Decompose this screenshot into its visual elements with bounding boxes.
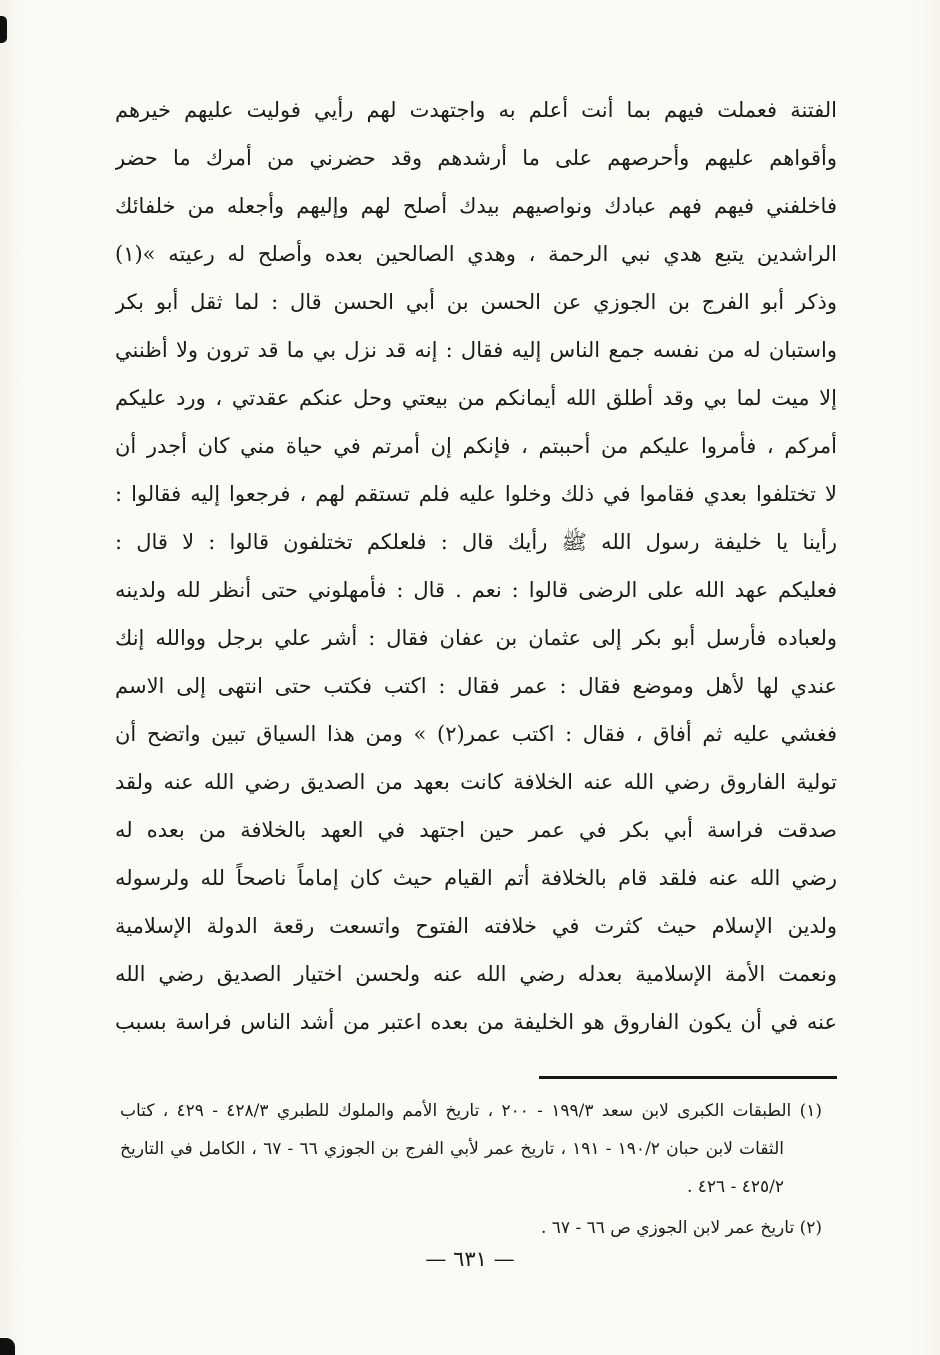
text-line: الراشدين يتبع هدي نبي الرحمة ، وهدي الصالحين بعده وأصلح له رعيته »(١): [115, 242, 837, 266]
text-line: أمركم ، فأمروا عليكم من أحببتم ، فإنكم إن أمرتم في حياة مني كان أجدر أن: [115, 434, 837, 458]
main-text-block: [115, 86, 837, 1046]
page-number: — ٦٣١ —: [425, 1247, 515, 1271]
text-line: واستبان له من نفسه جمع الناس إليه فقال : إنه قد نزل بي ما قد ترون ولا أظنني: [115, 338, 837, 362]
text-line: عنه في أن يكون الفاروق هو الخليفة من بعده اعتبر من أشد الناس فراسة بسبب: [115, 1010, 837, 1034]
footnotes-block: [120, 1092, 822, 1250]
scan-artifact-top-left: [0, 16, 7, 43]
text-line: فعليكم عهد الله على الرضى قالوا : نعم . قال : فأمهلوني حتى أنظر لله ولدينه: [115, 578, 837, 602]
text-line: وأقواهم عليهم وأحرصهم على ما أرشدهم وقد حضرني من أمرك ما حضر: [115, 146, 837, 170]
text-line: صدقت فراسة أبي بكر في عمر حين اجتهد في العهد بالخلافة من بعده له: [115, 818, 837, 842]
text-line: إلا ميت لما بي وقد أطلق الله أيمانكم من بيعتي وحل عنكم عقدتي ، ورد عليكم: [115, 386, 837, 410]
text-line: تولية الفاروق رضي الله عنه الخلافة كانت بعهد من الصديق رضي الله عنه ولقد: [115, 770, 837, 794]
text-line: ولعباده فأرسل أبو بكر إلى عثمان بن عفان فقال : أشر علي برجل ووالله إنك: [115, 626, 837, 650]
text-line: رأينا يا خليفة رسول الله ﷺ رأيك قال : فلعلكم تختلفون قالوا : لا قال :: [115, 530, 837, 554]
text-line: عندي لها لأهل وموضع فقال : عمر فقال : اكتب فكتب حتى انتهى إلى الاسم: [115, 674, 837, 698]
text-line: رضي الله عنه فلقد قام بالخلافة أتم القيام حيث كان إماماً ناصحاً لله ولرسوله: [115, 866, 837, 890]
text-line: ولدين الإسلام حيث كثرت في خلافته الفتوح واتسعت رقعة الدولة الإسلامية: [115, 914, 837, 938]
footnote: (١) الطبقات الكبرى لابن سعد ١٩٩/٣ - ٢٠٠ ، تاريخ الأمم والملوك للطبري ٤٢٨/٣ - ٤٢٩ ، كتاب الثقات لابن حبان ١٩٠/٢ - ١٩١ ، تاريخ عمر لأبي الفرج بن الجوزي ٦٦ - ٦٧ ، الكامل في التاريخ ٤٢٥/٢ - ٤٢٦ .: [120, 1101, 822, 1197]
text-line: ونعمت الأمة الإسلامية بعدله رضي الله عنه ولحسن اختيار الصديق رضي الله: [115, 962, 837, 986]
text-line: لا تختلفوا بعدي فقاموا في ذلك وخلوا عليه فلم تستقم لهم ، فرجعوا إليه فقالوا :: [115, 482, 837, 506]
footnote: (٢) تاريخ عمر لابن الجوزي ص ٦٦ - ٦٧ .: [540, 1218, 822, 1238]
scan-artifact-bottom-left: [0, 1338, 15, 1355]
text-line: فاخلفني فيهم فهم عبادك ونواصيهم بيدك أصلح لهم وإليهم وأجعله من خلفائك: [115, 194, 837, 218]
text-line: الفتنة فعملت فيهم بما أنت أعلم به واجتهدت لهم رأيي فوليت عليهم خيرهم: [115, 98, 837, 122]
footnote-separator-rule: [539, 1076, 837, 1079]
text-line: وذكر أبو الفرج بن الجوزي عن الحسن بن أبي الحسن قال : لما ثقل أبو بكر: [115, 290, 837, 314]
text-line: فغشي عليه ثم أفاق ، فقال : اكتب عمر(٢) » ومن هذا السياق تبين واتضح أن: [115, 722, 837, 746]
